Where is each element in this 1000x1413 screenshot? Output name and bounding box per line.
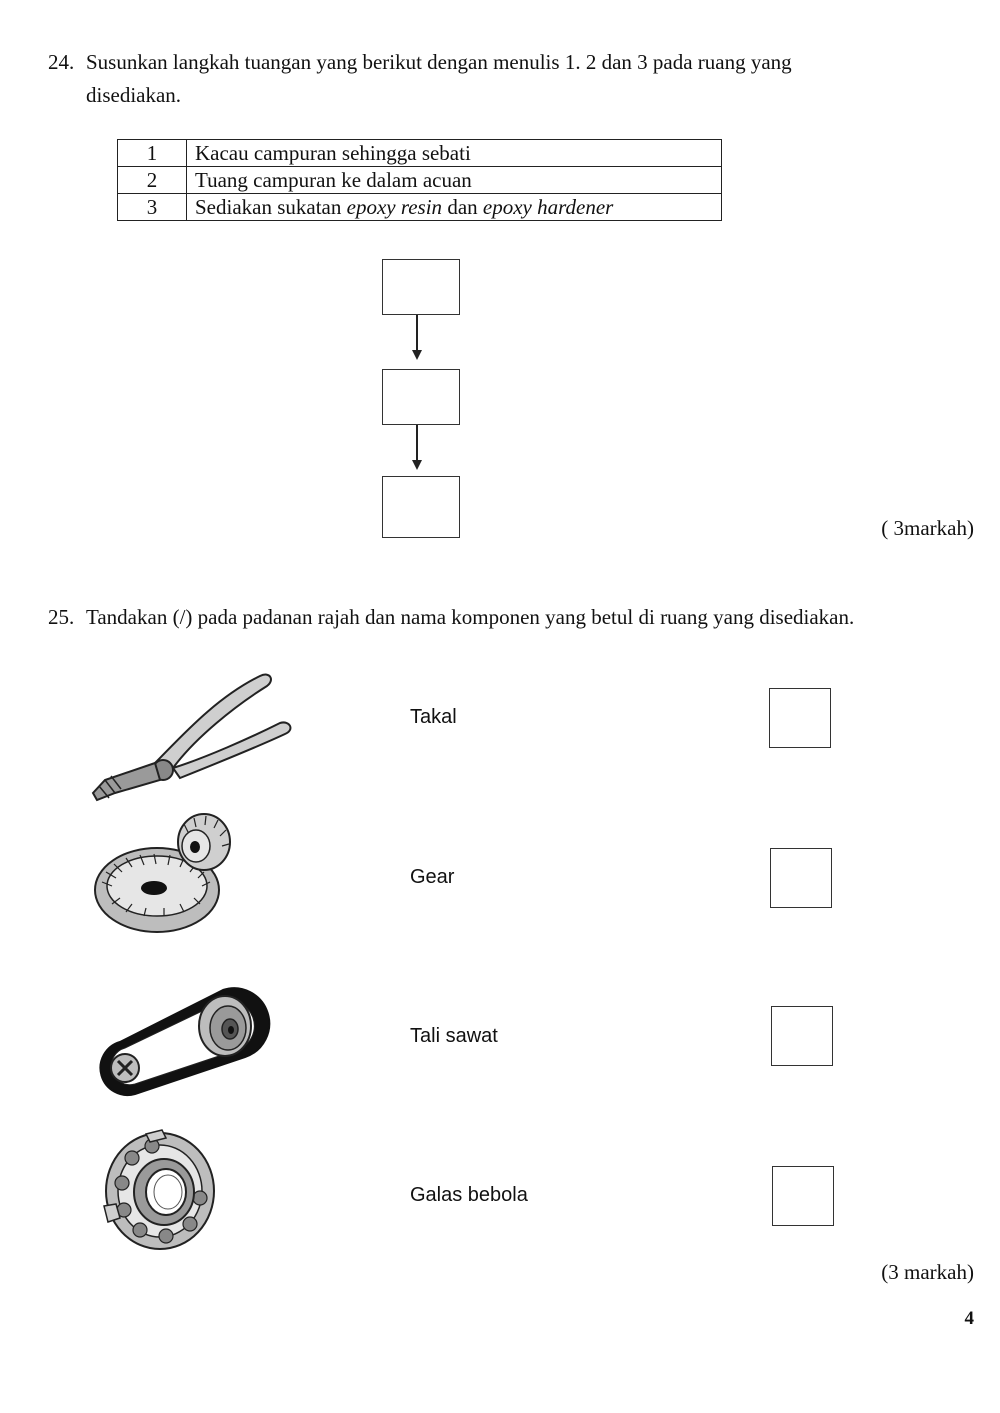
step-text-italic: epoxy resin [346,195,443,219]
flow-arrow-line [416,315,418,355]
step-number: 1 [118,140,187,167]
bevel-gear-image [92,812,237,952]
table-row [118,194,722,221]
arrow-down-icon [412,460,422,470]
step-number: 2 [118,167,187,194]
q25-text: Tandakan (/) pada padanan rajah dan nama komponen yang betul di ruang yang disediakan. [86,605,855,629]
flow-answer-box-1[interactable] [382,259,460,315]
pliers-image [85,668,300,808]
flow-arrow-line [416,425,418,463]
arrow-down-icon [412,350,422,360]
step-text: Kacau campuran sehingga sebati [187,140,722,167]
table-row [118,167,722,194]
step-text-part: Sediakan sukatan [195,195,347,219]
step-text-italic: epoxy hardener [482,195,614,219]
flow-answer-box-3[interactable] [382,476,460,538]
belt-pulley-image [95,982,260,1100]
item-label-gear: Gear [410,866,455,888]
tick-box-takal[interactable] [769,688,831,748]
q24-text-line1: Susunkan langkah tuangan yang berikut dengan menulis 1. 2 dan 3 pada ruang yang [86,50,792,74]
tick-box-tali-sawat[interactable] [771,1006,833,1066]
tick-box-galas-bebola[interactable] [772,1166,834,1226]
q24-marks: ( 3markah) [881,516,974,540]
item-label-galas-bebola: Galas bebola [410,1184,528,1206]
ball-bearing-image [102,1128,222,1253]
q24-number: 24. [48,50,75,74]
item-label-tali-sawat: Tali sawat [410,1025,498,1047]
step-text: Tuang campuran ke dalam acuan [187,167,722,194]
flow-answer-box-2[interactable] [382,369,460,425]
tick-box-gear[interactable] [770,848,832,908]
steps-table [117,139,722,221]
q24-text-line2: disediakan. [86,83,182,107]
table-row [118,140,722,167]
page-number: 4 [964,1308,974,1329]
q25-number: 25. [48,605,75,629]
item-label-takal: Takal [410,706,457,728]
q25-marks: (3 markah) [881,1260,974,1284]
step-text-part: dan [442,195,483,219]
step-text [187,194,722,221]
step-number: 3 [118,194,187,221]
